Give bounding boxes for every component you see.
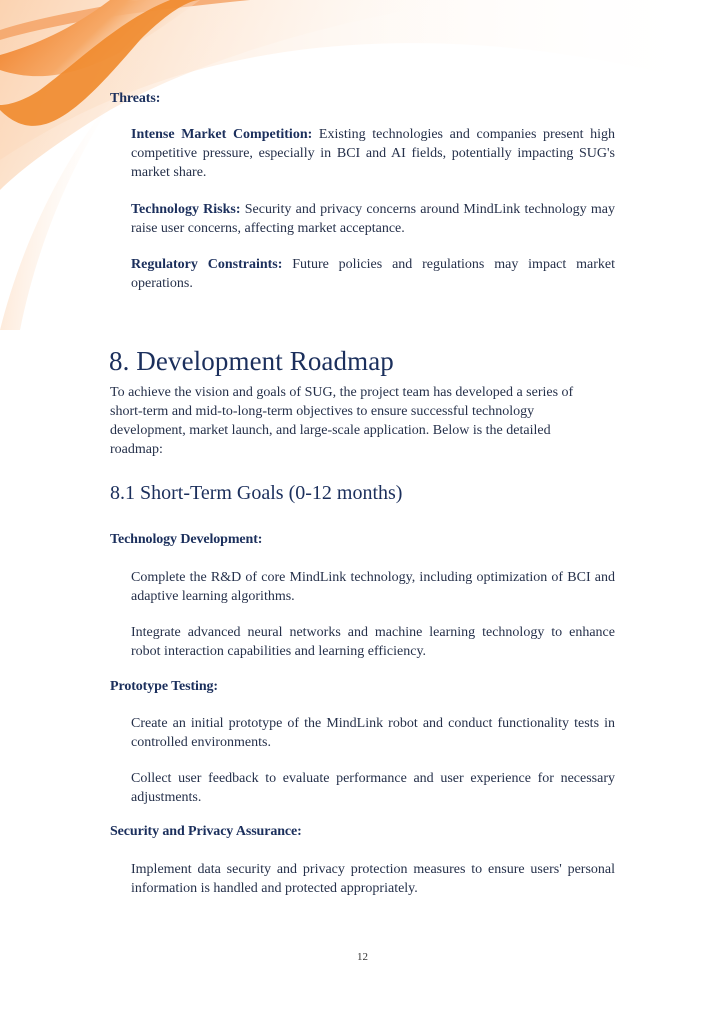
threat-text: Security and privacy concerns around MindLink technology may raise user concerns, affecting market acceptance. [131,202,615,236]
threat-title: Regulatory Constraints: [131,257,283,272]
list-item: Collect user feedback to evaluate performance and user experience for necessary adjustments. [131,771,615,805]
technology-development-heading: Technology Development: [110,532,263,547]
threat-text: Existing technologies and companies present high competitive pressure, especially in BCI and AI fields, potentially impacting SUG's market share. [131,127,615,180]
list-item: Create an initial prototype of the MindLink robot and conduct functionality tests in controlled environments. [131,716,615,750]
threat-text: Future policies and regulations may impact market operations. [131,257,615,291]
list-item: Integrate advanced neural networks and machine learning technology to enhance robot interaction capabilities and learning efficiency. [131,625,615,659]
threat-item-regulatory-constraints [131,255,615,293]
list-item: Complete the R&D of core MindLink technology, including optimization of BCI and adaptive learning algorithms. [131,570,615,604]
threat-title: Intense Market Competition: [131,127,313,142]
page-number: 12 [357,951,368,963]
section-title-development-roadmap: 8. Development Roadmap [109,346,394,376]
security-privacy-heading: Security and Privacy Assurance: [110,824,302,839]
threats-heading: Threats: [110,91,161,106]
section-intro-paragraph: To achieve the vision and goals of SUG, the project team has developed a series of short-term and mid-to-long-term objectives to ensure successful technology development, market launch, and large-scale application. Below is the detailed roadmap: [110,385,574,457]
threat-item-market-competition [131,125,615,182]
threat-item-technology-risks [131,200,615,238]
threat-title: Technology Risks: [131,202,241,217]
prototype-testing-heading: Prototype Testing: [110,679,218,694]
list-item: Implement data security and privacy protection measures to ensure users' personal information is handled and protected appropriately. [131,862,615,896]
subsection-title-short-term-goals: 8.1 Short-Term Goals (0-12 months) [110,482,403,504]
